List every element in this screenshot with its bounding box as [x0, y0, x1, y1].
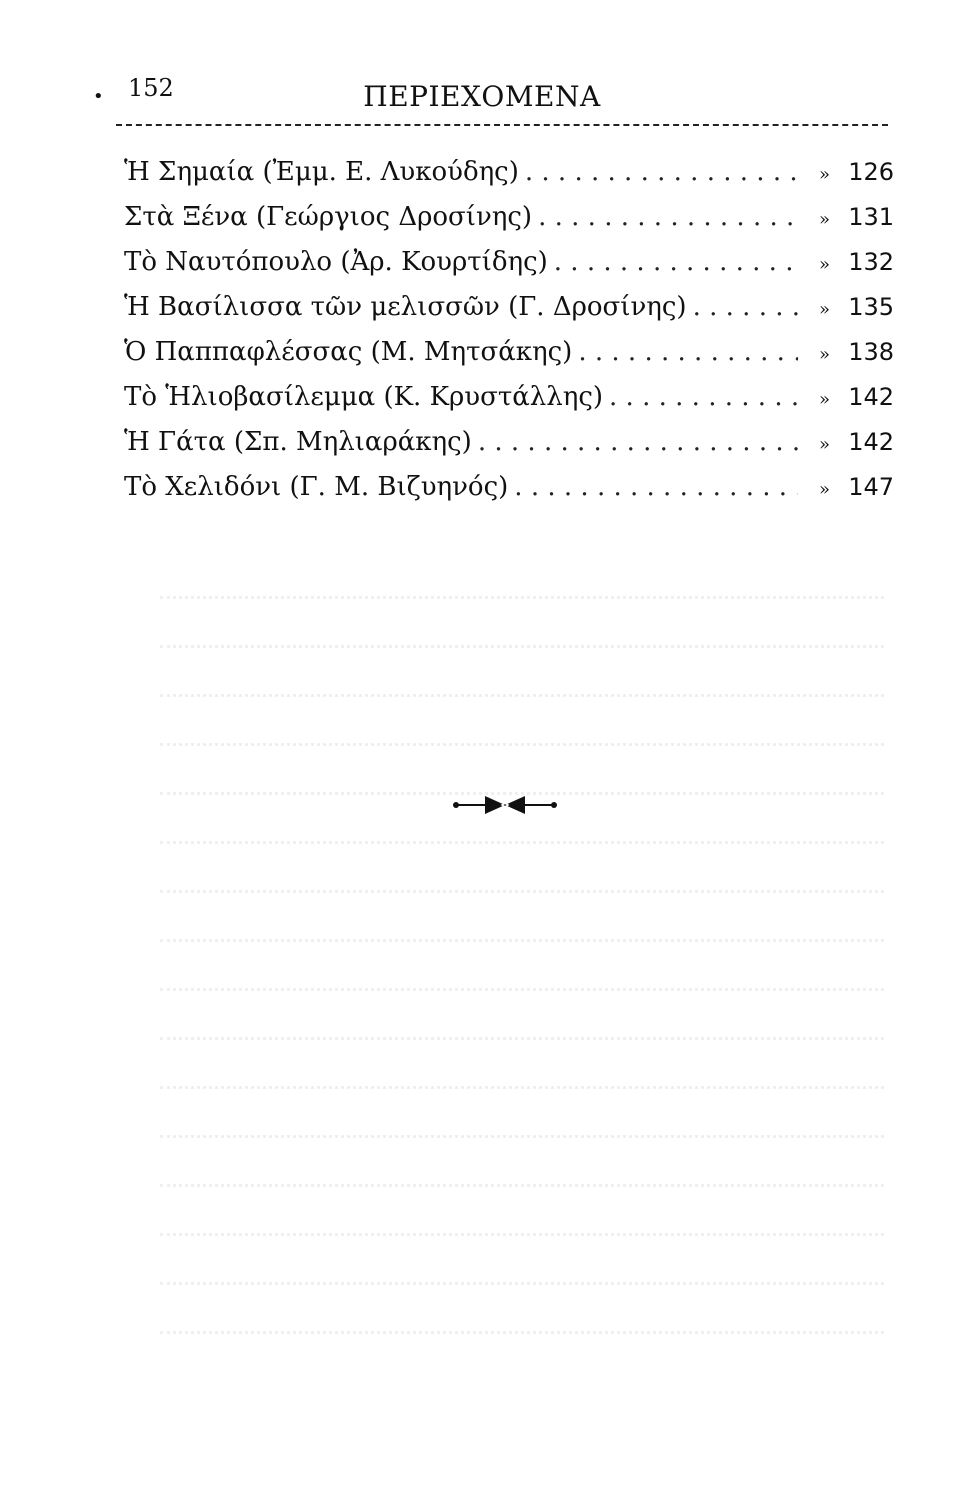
dot-leader — [478, 420, 798, 465]
toc-entry — [124, 465, 894, 510]
toc-entry-title: Ὁ Παππαφλέσσας (Μ. Μητσάκης) — [124, 337, 573, 367]
dot-leader — [609, 375, 798, 420]
toc-entry — [124, 375, 894, 420]
toc-entry-page: 147 — [848, 473, 894, 501]
toc-entry-title: Τὸ Ναυτόπουλο (Ἀρ. Κουρτίδης) — [124, 247, 548, 277]
toc-entry-page: 138 — [848, 338, 894, 366]
ditto-mark: » — [818, 344, 830, 365]
dot-leader — [554, 240, 798, 285]
toc-entry-page: 142 — [848, 428, 894, 456]
dot-leader — [525, 150, 798, 195]
toc-entry-page: 135 — [848, 293, 894, 321]
printers-ornament-icon — [450, 790, 560, 820]
margin-bullet: • — [93, 86, 104, 107]
ditto-mark: » — [818, 434, 830, 455]
toc-entry — [124, 195, 894, 240]
toc-entry-page: 132 — [848, 248, 894, 276]
toc-entry — [124, 285, 894, 330]
ditto-mark: » — [818, 254, 830, 275]
toc-entry — [124, 150, 894, 195]
running-head: ΠΕΡΙΕΧΟΜΕΝΑ — [363, 80, 601, 113]
toc-entry — [124, 240, 894, 285]
dot-leader — [693, 285, 798, 330]
ditto-mark: » — [818, 209, 830, 230]
toc-entry-title: Τὸ Ἡλιοβασίλεμμα (Κ. Κρυστάλλης) — [124, 382, 604, 412]
dot-leader — [578, 330, 798, 375]
toc-entry-title: Ἡ Βασίλισσα τῶν μελισσῶν (Γ. Δροσίνης) — [124, 292, 687, 322]
dot-leader — [514, 465, 798, 510]
toc-entry — [124, 330, 894, 375]
header-rule — [116, 124, 888, 126]
toc-entry-title: Στὰ Ξένα (Γεώργιος Δροσίνης) — [124, 202, 533, 232]
toc-entry-title: Ἡ Σημαία (Ἐμμ. Ε. Λυκούδης) — [124, 157, 519, 187]
show-through-texture — [0, 560, 964, 1460]
ditto-mark: » — [818, 164, 830, 185]
toc-entry-page: 131 — [848, 203, 894, 231]
ditto-mark: » — [818, 389, 830, 410]
toc-entry — [124, 420, 894, 465]
toc-entry-title: Ἡ Γάτα (Σπ. Μηλιαράκης) — [124, 427, 472, 457]
dot-leader — [538, 195, 798, 240]
toc-entry-title: Τὸ Χελιδόνι (Γ. Μ. Βιζυηνός) — [124, 472, 509, 502]
ditto-mark: » — [818, 299, 830, 320]
ditto-mark: » — [818, 479, 830, 500]
toc-entry-page: 142 — [848, 383, 894, 411]
toc-entry-page: 126 — [848, 158, 894, 186]
page-number: 152 — [128, 74, 174, 102]
table-of-contents — [124, 150, 894, 510]
